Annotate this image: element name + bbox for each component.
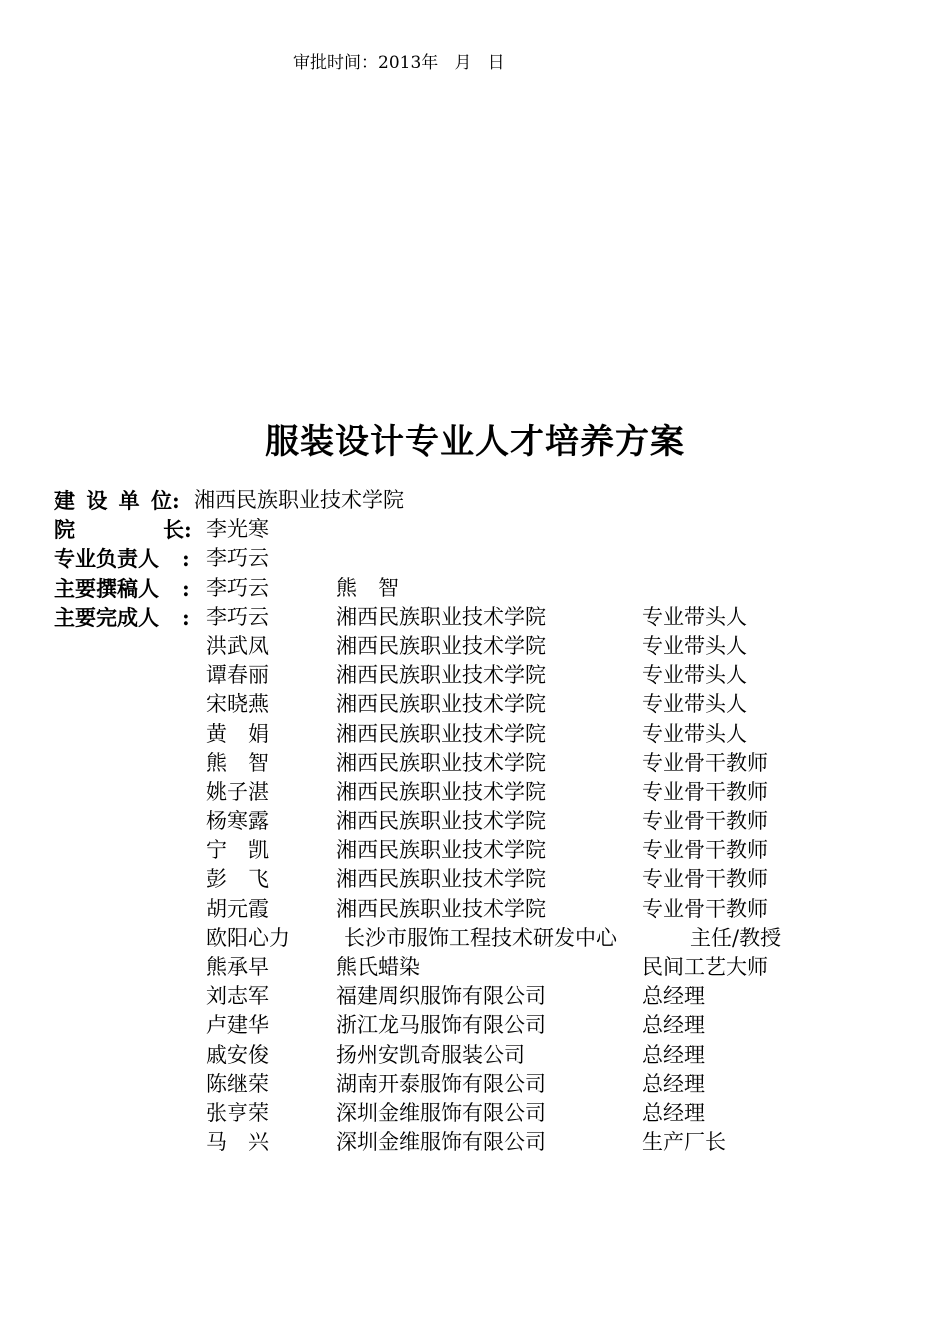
member-name: 彭 飞 — [206, 867, 269, 892]
member-name: 姚子湛 — [206, 779, 269, 804]
member-org: 湘西民族职业技术学院 — [336, 896, 546, 921]
member-role: 专业骨干教师 — [642, 750, 768, 775]
member-role: 专业骨干教师 — [642, 867, 768, 892]
member-role: 专业骨干教师 — [642, 809, 768, 834]
unit-value: 湘西民族职业技术学院 — [194, 488, 404, 512]
writers-value-1: 李巧云 — [206, 575, 269, 600]
member-org: 湘西民族职业技术学院 — [336, 838, 546, 863]
member-name: 马 兴 — [206, 1130, 269, 1155]
member-role: 专业骨干教师 — [642, 838, 768, 863]
member-name: 宋晓燕 — [206, 692, 269, 717]
member-name: 张亨荣 — [206, 1100, 269, 1125]
member-name: 洪武凤 — [206, 633, 269, 658]
director-value: 李巧云 — [206, 546, 269, 571]
member-name: 欧阳心力 — [206, 925, 290, 950]
member-name: 胡元霞 — [206, 896, 269, 921]
director-label: 专业负责人 — [54, 546, 159, 572]
writers-colon: : — [182, 575, 190, 601]
member-org: 扬州安凯奇服装公司 — [336, 1042, 525, 1067]
member-org: 湘西民族职业技术学院 — [336, 809, 546, 834]
member-name: 谭春丽 — [206, 663, 269, 688]
member-name: 李巧云 — [206, 604, 269, 629]
member-role: 总经理 — [642, 984, 705, 1009]
member-org: 深圳金维服饰有限公司 — [336, 1130, 546, 1155]
member-role: 专业带头人 — [642, 604, 747, 629]
unit-label: 建设单位 — [54, 488, 172, 513]
member-name: 卢建华 — [206, 1013, 269, 1038]
member-org: 湖南开泰服饰有限公司 — [336, 1071, 546, 1096]
member-role: 专业骨干教师 — [642, 779, 768, 804]
member-role: 专业带头人 — [642, 721, 747, 746]
member-org: 湘西民族职业技术学院 — [336, 867, 546, 892]
dean-colon: : — [184, 517, 192, 543]
member-org: 湘西民族职业技术学院 — [336, 750, 546, 775]
member-name: 杨寒露 — [206, 809, 269, 834]
member-org: 长沙市服饰工程技术研发中心 — [344, 925, 617, 950]
member-role: 总经理 — [642, 1071, 705, 1096]
member-role: 民间工艺大师 — [642, 955, 768, 979]
member-org: 湘西民族职业技术学院 — [336, 663, 546, 688]
member-name: 陈继荣 — [206, 1071, 269, 1096]
dean-label: 院 长 — [54, 517, 184, 543]
dean-value: 李光寒 — [206, 517, 269, 542]
member-name: 宁 凯 — [206, 838, 269, 863]
member-org: 深圳金维服饰有限公司 — [336, 1100, 546, 1125]
member-role: 总经理 — [642, 1100, 705, 1125]
member-name: 熊 智 — [206, 750, 269, 775]
document-title: 服装设计专业人才培养方案 — [265, 422, 685, 462]
member-org: 湘西民族职业技术学院 — [336, 633, 546, 658]
member-role: 总经理 — [642, 1042, 705, 1067]
completers-label: 主要完成人 — [54, 604, 159, 630]
member-role: 专业骨干教师 — [642, 896, 768, 921]
member-role: 专业带头人 — [642, 633, 747, 658]
member-org: 福建周织服饰有限公司 — [336, 984, 546, 1009]
member-org: 湘西民族职业技术学院 — [336, 721, 546, 746]
member-name: 黄 娟 — [206, 721, 269, 746]
member-role: 总经理 — [642, 1013, 705, 1038]
member-org: 熊氏蜡染 — [336, 955, 420, 979]
member-org: 湘西民族职业技术学院 — [336, 692, 546, 717]
member-role: 主任/教授 — [690, 925, 782, 950]
director-colon: : — [182, 546, 190, 572]
member-role: 专业带头人 — [642, 663, 747, 688]
member-name: 熊承早 — [206, 955, 269, 979]
completers-colon: : — [182, 604, 190, 630]
member-org: 湘西民族职业技术学院 — [336, 604, 546, 629]
writers-label: 主要撰稿人 — [54, 575, 159, 601]
member-role: 专业带头人 — [642, 692, 747, 717]
writers-value-2: 熊 智 — [336, 575, 399, 600]
unit-colon: : — [172, 488, 180, 513]
member-name: 刘志军 — [206, 984, 269, 1009]
member-org: 湘西民族职业技术学院 — [336, 779, 546, 804]
member-org: 浙江龙马服饰有限公司 — [336, 1013, 546, 1038]
member-role: 生产厂长 — [642, 1130, 726, 1155]
approval-date-line: 审批时间：2013年 月 日 — [293, 53, 505, 73]
member-name: 戚安俊 — [206, 1042, 269, 1067]
